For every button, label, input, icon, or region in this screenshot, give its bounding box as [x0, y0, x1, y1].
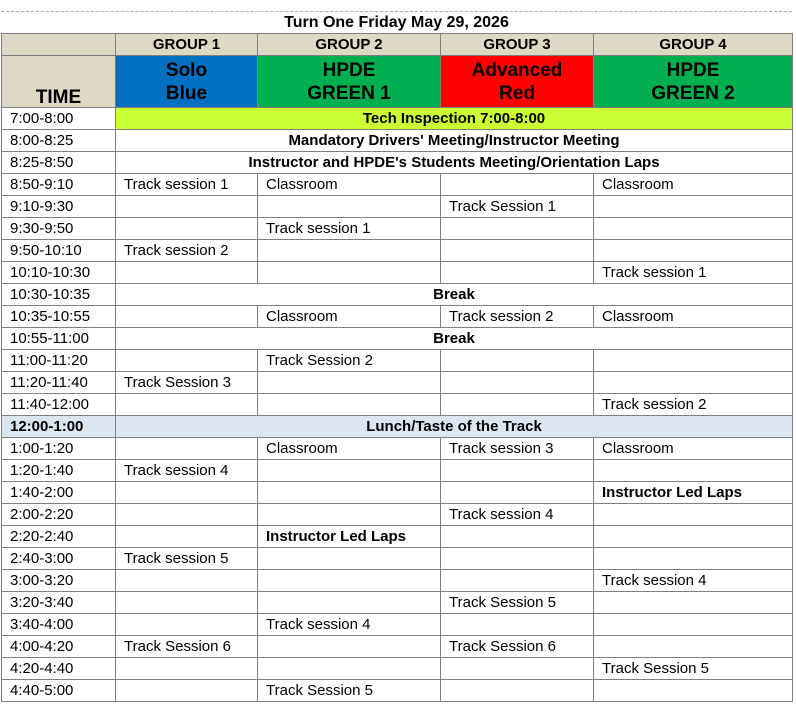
time-cell: 1:00-1:20	[2, 438, 116, 460]
time-cell: 10:55-11:00	[2, 328, 116, 350]
table-row	[2, 416, 793, 438]
instructor-led-laps-cell: Instructor Led Laps	[594, 482, 793, 504]
time-cell: 9:30-9:50	[2, 218, 116, 240]
break-banner: Break	[116, 328, 793, 350]
class-name-line1: Solo	[165, 59, 208, 81]
class-name-line1: Advanced	[471, 59, 563, 81]
schedule-cell	[441, 658, 594, 680]
group-2-header: GROUP 2	[258, 34, 441, 56]
schedule-cell	[441, 614, 594, 636]
break-banner: Break	[116, 284, 793, 306]
schedule-cell: Track session 1	[594, 262, 793, 284]
table-row	[2, 636, 793, 658]
time-cell: 9:10-9:30	[2, 196, 116, 218]
schedule-cell: Track Session 3	[116, 372, 258, 394]
table-row	[2, 680, 793, 702]
table-row	[2, 482, 793, 504]
table-row	[2, 108, 793, 130]
schedule-cell	[441, 218, 594, 240]
schedule-cell	[116, 218, 258, 240]
schedule-cell	[441, 548, 594, 570]
table-row	[2, 350, 793, 372]
schedule-cell	[258, 548, 441, 570]
schedule-cell	[116, 350, 258, 372]
schedule-cell	[116, 196, 258, 218]
class-hpde-green-2	[594, 56, 793, 108]
table-row	[2, 152, 793, 174]
time-cell: 12:00-1:00	[2, 416, 116, 438]
schedule-cell: Track Session 5	[258, 680, 441, 702]
schedule-cell	[258, 570, 441, 592]
schedule-cell	[594, 526, 793, 548]
class-solo-blue	[116, 56, 258, 108]
schedule-cell	[116, 306, 258, 328]
schedule-cell	[441, 174, 594, 196]
class-name-line1: HPDE	[666, 59, 720, 81]
group-4-header: GROUP 4	[594, 34, 793, 56]
schedule-cell	[116, 262, 258, 284]
time-cell: 1:20-1:40	[2, 460, 116, 482]
schedule-cell	[116, 592, 258, 614]
tech-inspection-banner: Tech Inspection 7:00-8:00	[116, 108, 793, 130]
schedule-cell	[116, 680, 258, 702]
time-cell: 3:20-3:40	[2, 592, 116, 614]
time-cell: 11:20-11:40	[2, 372, 116, 394]
schedule-cell	[594, 240, 793, 262]
schedule-cell	[258, 592, 441, 614]
schedule-cell	[258, 658, 441, 680]
table-row	[2, 328, 793, 350]
table-row	[2, 130, 793, 152]
schedule-cell	[258, 460, 441, 482]
table-row	[2, 196, 793, 218]
time-cell: 2:00-2:20	[2, 504, 116, 526]
header-blank-cell	[2, 34, 116, 56]
schedule-cell	[441, 394, 594, 416]
drivers-meeting-banner: Mandatory Drivers' Meeting/Instructor Meeting	[116, 130, 793, 152]
table-row	[2, 394, 793, 416]
instructor-led-laps-cell: Instructor Led Laps	[258, 526, 441, 548]
schedule-cell: Track session 4	[258, 614, 441, 636]
class-name-line2: GREEN 2	[651, 82, 735, 104]
schedule-cell	[594, 350, 793, 372]
schedule-cell: Track session 2	[116, 240, 258, 262]
schedule-cell	[258, 482, 441, 504]
table-row	[2, 526, 793, 548]
table-row	[2, 592, 793, 614]
table-row	[2, 438, 793, 460]
class-advanced-red	[441, 56, 594, 108]
schedule-cell	[258, 504, 441, 526]
schedule-cell: Track session 1	[116, 174, 258, 196]
time-cell: 3:00-3:20	[2, 570, 116, 592]
schedule-cell	[116, 614, 258, 636]
time-cell: 2:20-2:40	[2, 526, 116, 548]
schedule-cell	[116, 570, 258, 592]
schedule-cell	[116, 394, 258, 416]
schedule-cell: Track Session 6	[116, 636, 258, 658]
class-name-line2: GREEN 1	[307, 82, 391, 104]
class-header-row	[2, 56, 793, 108]
schedule-cell	[594, 218, 793, 240]
table-row	[2, 306, 793, 328]
schedule-cell	[441, 350, 594, 372]
schedule-cell	[594, 504, 793, 526]
schedule-cell	[116, 526, 258, 548]
schedule-cell: Classroom	[258, 306, 441, 328]
schedule-cell	[258, 240, 441, 262]
table-row	[2, 460, 793, 482]
time-cell: 9:50-10:10	[2, 240, 116, 262]
schedule-cell: Classroom	[258, 174, 441, 196]
time-cell: 1:40-2:00	[2, 482, 116, 504]
table-row	[2, 262, 793, 284]
table-row	[2, 548, 793, 570]
group-3-header: GROUP 3	[441, 34, 594, 56]
table-row	[2, 372, 793, 394]
schedule-cell	[441, 460, 594, 482]
time-cell: 4:20-4:40	[2, 658, 116, 680]
schedule-cell: Track Session 2	[258, 350, 441, 372]
schedule-cell: Classroom	[594, 438, 793, 460]
schedule-cell	[258, 196, 441, 218]
schedule-cell	[441, 680, 594, 702]
schedule-cell: Track session 2	[594, 394, 793, 416]
schedule-cell	[116, 438, 258, 460]
class-name-line2: Blue	[165, 82, 208, 104]
schedule-cell: Track session 4	[594, 570, 793, 592]
group-1-header: GROUP 1	[116, 34, 258, 56]
schedule-cell	[594, 636, 793, 658]
table-row	[2, 614, 793, 636]
schedule-cell	[594, 592, 793, 614]
table-row	[2, 218, 793, 240]
schedule-cell	[116, 658, 258, 680]
schedule-cell: Classroom	[258, 438, 441, 460]
class-hpde-green-1	[258, 56, 441, 108]
time-cell: 4:40-5:00	[2, 680, 116, 702]
schedule-cell: Classroom	[594, 306, 793, 328]
time-cell: 8:25-8:50	[2, 152, 116, 174]
schedule-cell: Track session 5	[116, 548, 258, 570]
time-cell: 8:00-8:25	[2, 130, 116, 152]
lunch-banner: Lunch/Taste of the Track	[116, 416, 793, 438]
schedule-cell	[258, 394, 441, 416]
class-name-line2: Red	[499, 82, 535, 104]
time-cell: 7:00-8:00	[2, 108, 116, 130]
schedule-cell	[258, 636, 441, 658]
time-cell: 11:00-11:20	[2, 350, 116, 372]
class-name-line1: HPDE	[322, 59, 376, 81]
time-cell: 10:30-10:35	[2, 284, 116, 306]
schedule-cell	[116, 482, 258, 504]
schedule-cell: Track session 1	[258, 218, 441, 240]
schedule-cell: Classroom	[594, 174, 793, 196]
group-header-row	[2, 34, 793, 56]
schedule-cell: Track Session 6	[441, 636, 594, 658]
orientation-banner: Instructor and HPDE's Students Meeting/Orientation Laps	[116, 152, 793, 174]
schedule-cell: Track session 4	[116, 460, 258, 482]
table-row	[2, 570, 793, 592]
time-cell: 10:35-10:55	[2, 306, 116, 328]
schedule-cell	[441, 570, 594, 592]
schedule-cell	[594, 680, 793, 702]
schedule-cell: Track session 3	[441, 438, 594, 460]
schedule-cell	[594, 548, 793, 570]
table-row	[2, 174, 793, 196]
schedule-cell	[441, 372, 594, 394]
table-row	[2, 284, 793, 306]
table-row	[2, 240, 793, 262]
time-cell: 8:50-9:10	[2, 174, 116, 196]
schedule-cell	[594, 196, 793, 218]
schedule-cell	[594, 460, 793, 482]
time-cell: 4:00-4:20	[2, 636, 116, 658]
schedule-cell	[116, 504, 258, 526]
schedule-table	[1, 33, 793, 702]
time-cell: 11:40-12:00	[2, 394, 116, 416]
schedule-cell	[441, 262, 594, 284]
table-row	[2, 658, 793, 680]
schedule-cell: Track session 4	[441, 504, 594, 526]
schedule-cell	[258, 262, 441, 284]
schedule-cell: Track Session 5	[441, 592, 594, 614]
time-column-header: TIME	[2, 56, 116, 108]
schedule-cell	[258, 372, 441, 394]
schedule-cell: Track Session 5	[594, 658, 793, 680]
schedule-cell: Track session 2	[441, 306, 594, 328]
table-row	[2, 504, 793, 526]
schedule-cell	[594, 614, 793, 636]
time-cell: 10:10-10:30	[2, 262, 116, 284]
time-cell: 2:40-3:00	[2, 548, 116, 570]
time-cell: 3:40-4:00	[2, 614, 116, 636]
schedule-cell	[594, 372, 793, 394]
schedule-cell	[441, 482, 594, 504]
schedule-cell: Track Session 1	[441, 196, 594, 218]
sheet-title: Turn One Friday May 29, 2026	[1, 11, 792, 33]
schedule-cell	[441, 526, 594, 548]
schedule-cell	[441, 240, 594, 262]
